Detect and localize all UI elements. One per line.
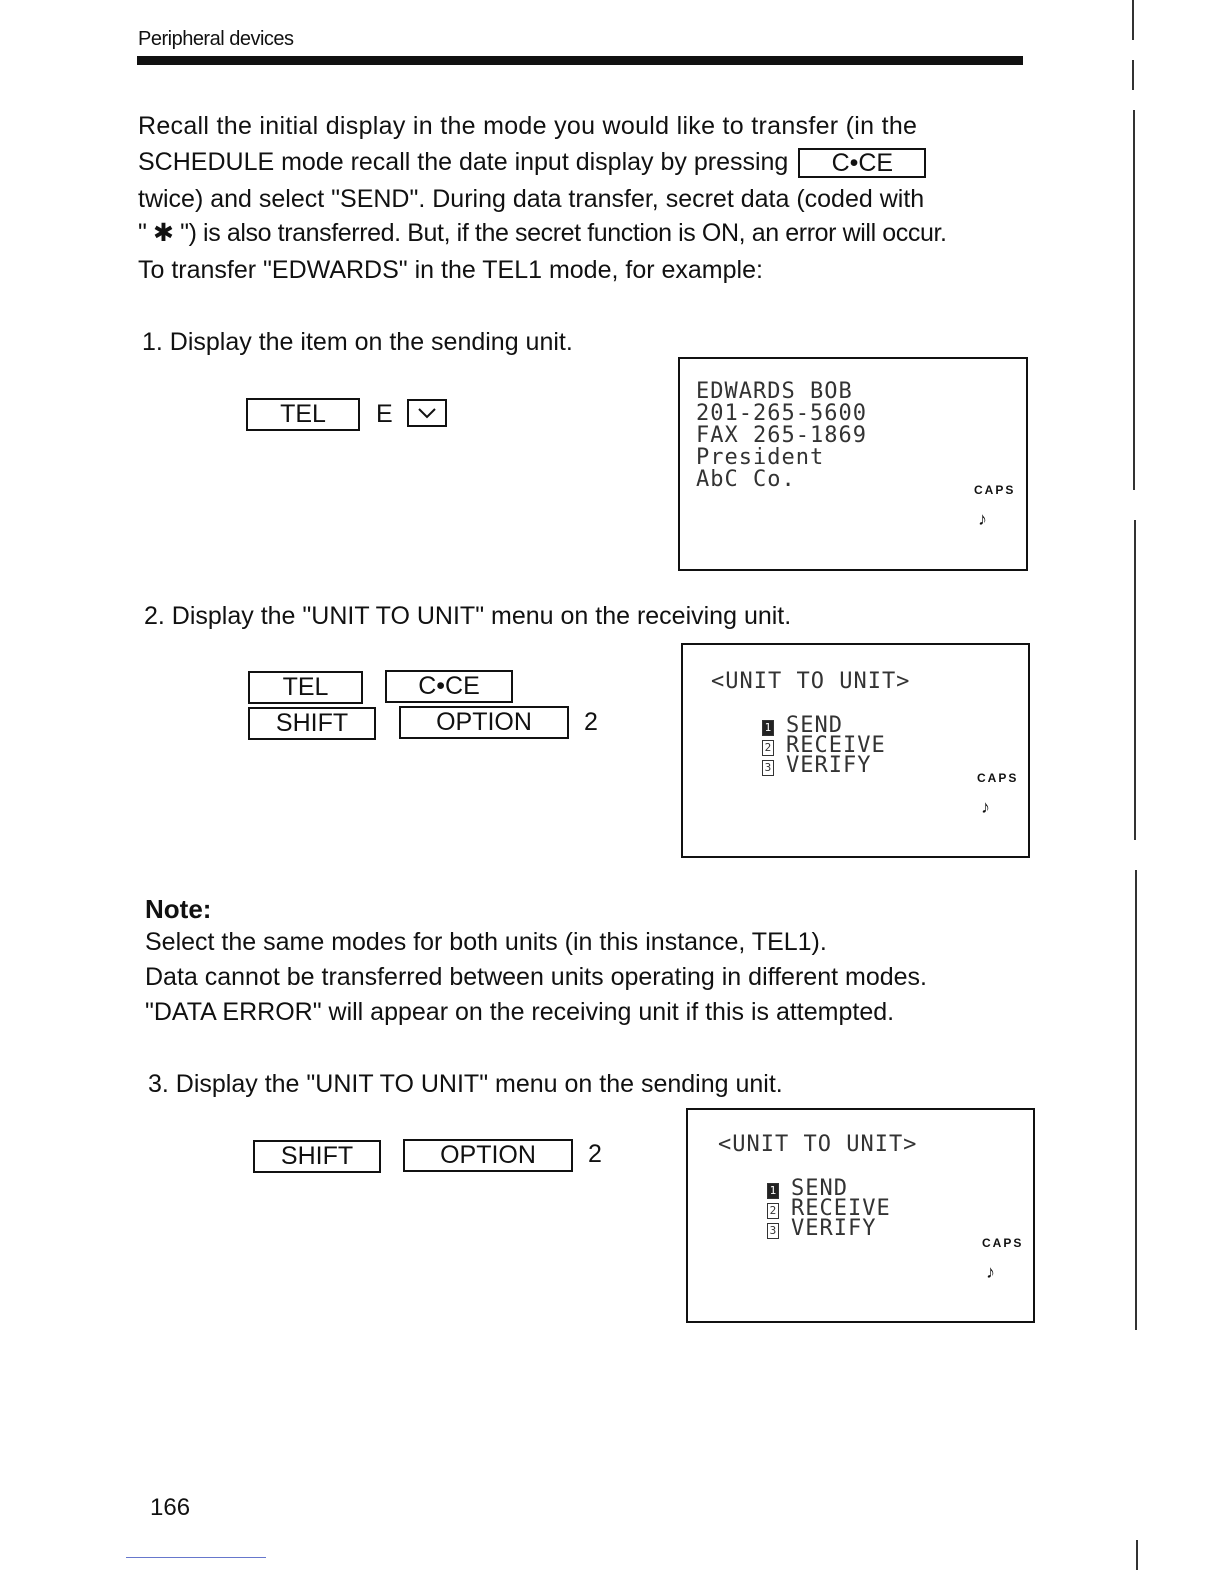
menu-label: SEND <box>785 713 843 738</box>
margin-line <box>1132 60 1134 90</box>
lcd-line-1: EDWARDS BOB <box>696 379 853 404</box>
menu-number-3: 3 <box>762 760 774 776</box>
digit-2-key: 2 <box>588 1140 602 1168</box>
lcd-line-4: President <box>696 445 825 470</box>
lcd-menu-item-verify <box>710 1196 876 1262</box>
lcd-line-5: AbC Co. <box>696 467 796 492</box>
shift-key: SHIFT <box>253 1140 381 1173</box>
step-1-text: 1. Display the item on the sending unit. <box>142 328 573 356</box>
margin-line <box>1134 520 1136 840</box>
down-arrow-key <box>407 399 447 427</box>
step-3-text: 3. Display the "UNIT TO UNIT" menu on the sending unit. <box>148 1070 783 1098</box>
caps-indicator: CAPS <box>974 483 1016 497</box>
intro-line-1: Recall the initial display in the mode you would like to transfer (in the <box>138 112 918 140</box>
option-key: OPTION <box>403 1139 573 1172</box>
intro-line-2-text: SCHEDULE mode recall the date input display by pressing <box>138 148 789 176</box>
menu-number-3: 3 <box>767 1223 779 1239</box>
page-number: 166 <box>150 1494 191 1521</box>
note-heading: Note: <box>145 894 212 924</box>
margin-line <box>1133 110 1135 490</box>
lcd-menu-title: <UNIT TO UNIT> <box>718 1132 918 1157</box>
music-note-icon: ♪ <box>981 797 990 817</box>
menu-number-1: 1 <box>767 1183 779 1199</box>
note-line-3: "DATA ERROR" will appear on the receiving unit if this is attempted. <box>145 998 895 1026</box>
menu-label: SEND <box>790 1176 848 1201</box>
menu-number-1: 1 <box>762 720 774 736</box>
letter-e-key: E <box>376 400 393 428</box>
lcd-menu-item-verify <box>705 733 871 799</box>
option-key: OPTION <box>399 706 569 739</box>
intro-line-4: " ✱ ") is also transferred. But, if the secret function is ON, an error will occur. <box>138 219 947 247</box>
lcd-display-step-1 <box>678 357 1028 571</box>
lcd-line-3: FAX 265-1869 <box>696 423 867 448</box>
digit-2-key: 2 <box>584 708 598 736</box>
tel-key: TEL <box>246 398 360 431</box>
menu-number-2: 2 <box>767 1203 779 1219</box>
shift-key: SHIFT <box>248 707 376 740</box>
tel-key: TEL <box>248 671 363 704</box>
intro-line-3: twice) and select "SEND". During data transfer, secret data (coded with <box>138 185 925 213</box>
menu-label: VERIFY <box>785 753 872 778</box>
cce-key: C•CE <box>385 670 513 703</box>
menu-label: RECEIVE <box>785 733 886 758</box>
step-2-text: 2. Display the "UNIT TO UNIT" menu on the receiving unit. <box>144 602 792 630</box>
section-title: Peripheral devices <box>138 28 294 50</box>
menu-label: VERIFY <box>790 1216 877 1241</box>
music-note-icon: ♪ <box>978 509 987 529</box>
menu-label: RECEIVE <box>790 1196 891 1221</box>
margin-line <box>1136 1540 1138 1570</box>
footer-rule <box>126 1557 266 1558</box>
lcd-display-step-2 <box>681 643 1030 858</box>
lcd-display-step-3 <box>686 1108 1035 1323</box>
note-line-1: Select the same modes for both units (in this instance, TEL1). <box>145 928 827 956</box>
intro-line-2 <box>138 144 926 180</box>
header-rule <box>137 56 1023 65</box>
caps-indicator: CAPS <box>977 771 1019 785</box>
note-line-2: Data cannot be transferred between units operating in different modes. <box>145 963 927 991</box>
cce-key: C•CE <box>798 148 926 178</box>
margin-line <box>1135 870 1137 1330</box>
chevron-down-icon <box>409 401 445 425</box>
caps-indicator: CAPS <box>982 1236 1024 1250</box>
music-note-icon: ♪ <box>986 1262 995 1282</box>
menu-number-2: 2 <box>762 740 774 756</box>
intro-line-5: To transfer "EDWARDS" in the TEL1 mode, for example: <box>138 256 763 284</box>
lcd-menu-title: <UNIT TO UNIT> <box>711 669 911 694</box>
margin-line <box>1132 0 1134 40</box>
lcd-line-2: 201-265-5600 <box>696 401 867 426</box>
